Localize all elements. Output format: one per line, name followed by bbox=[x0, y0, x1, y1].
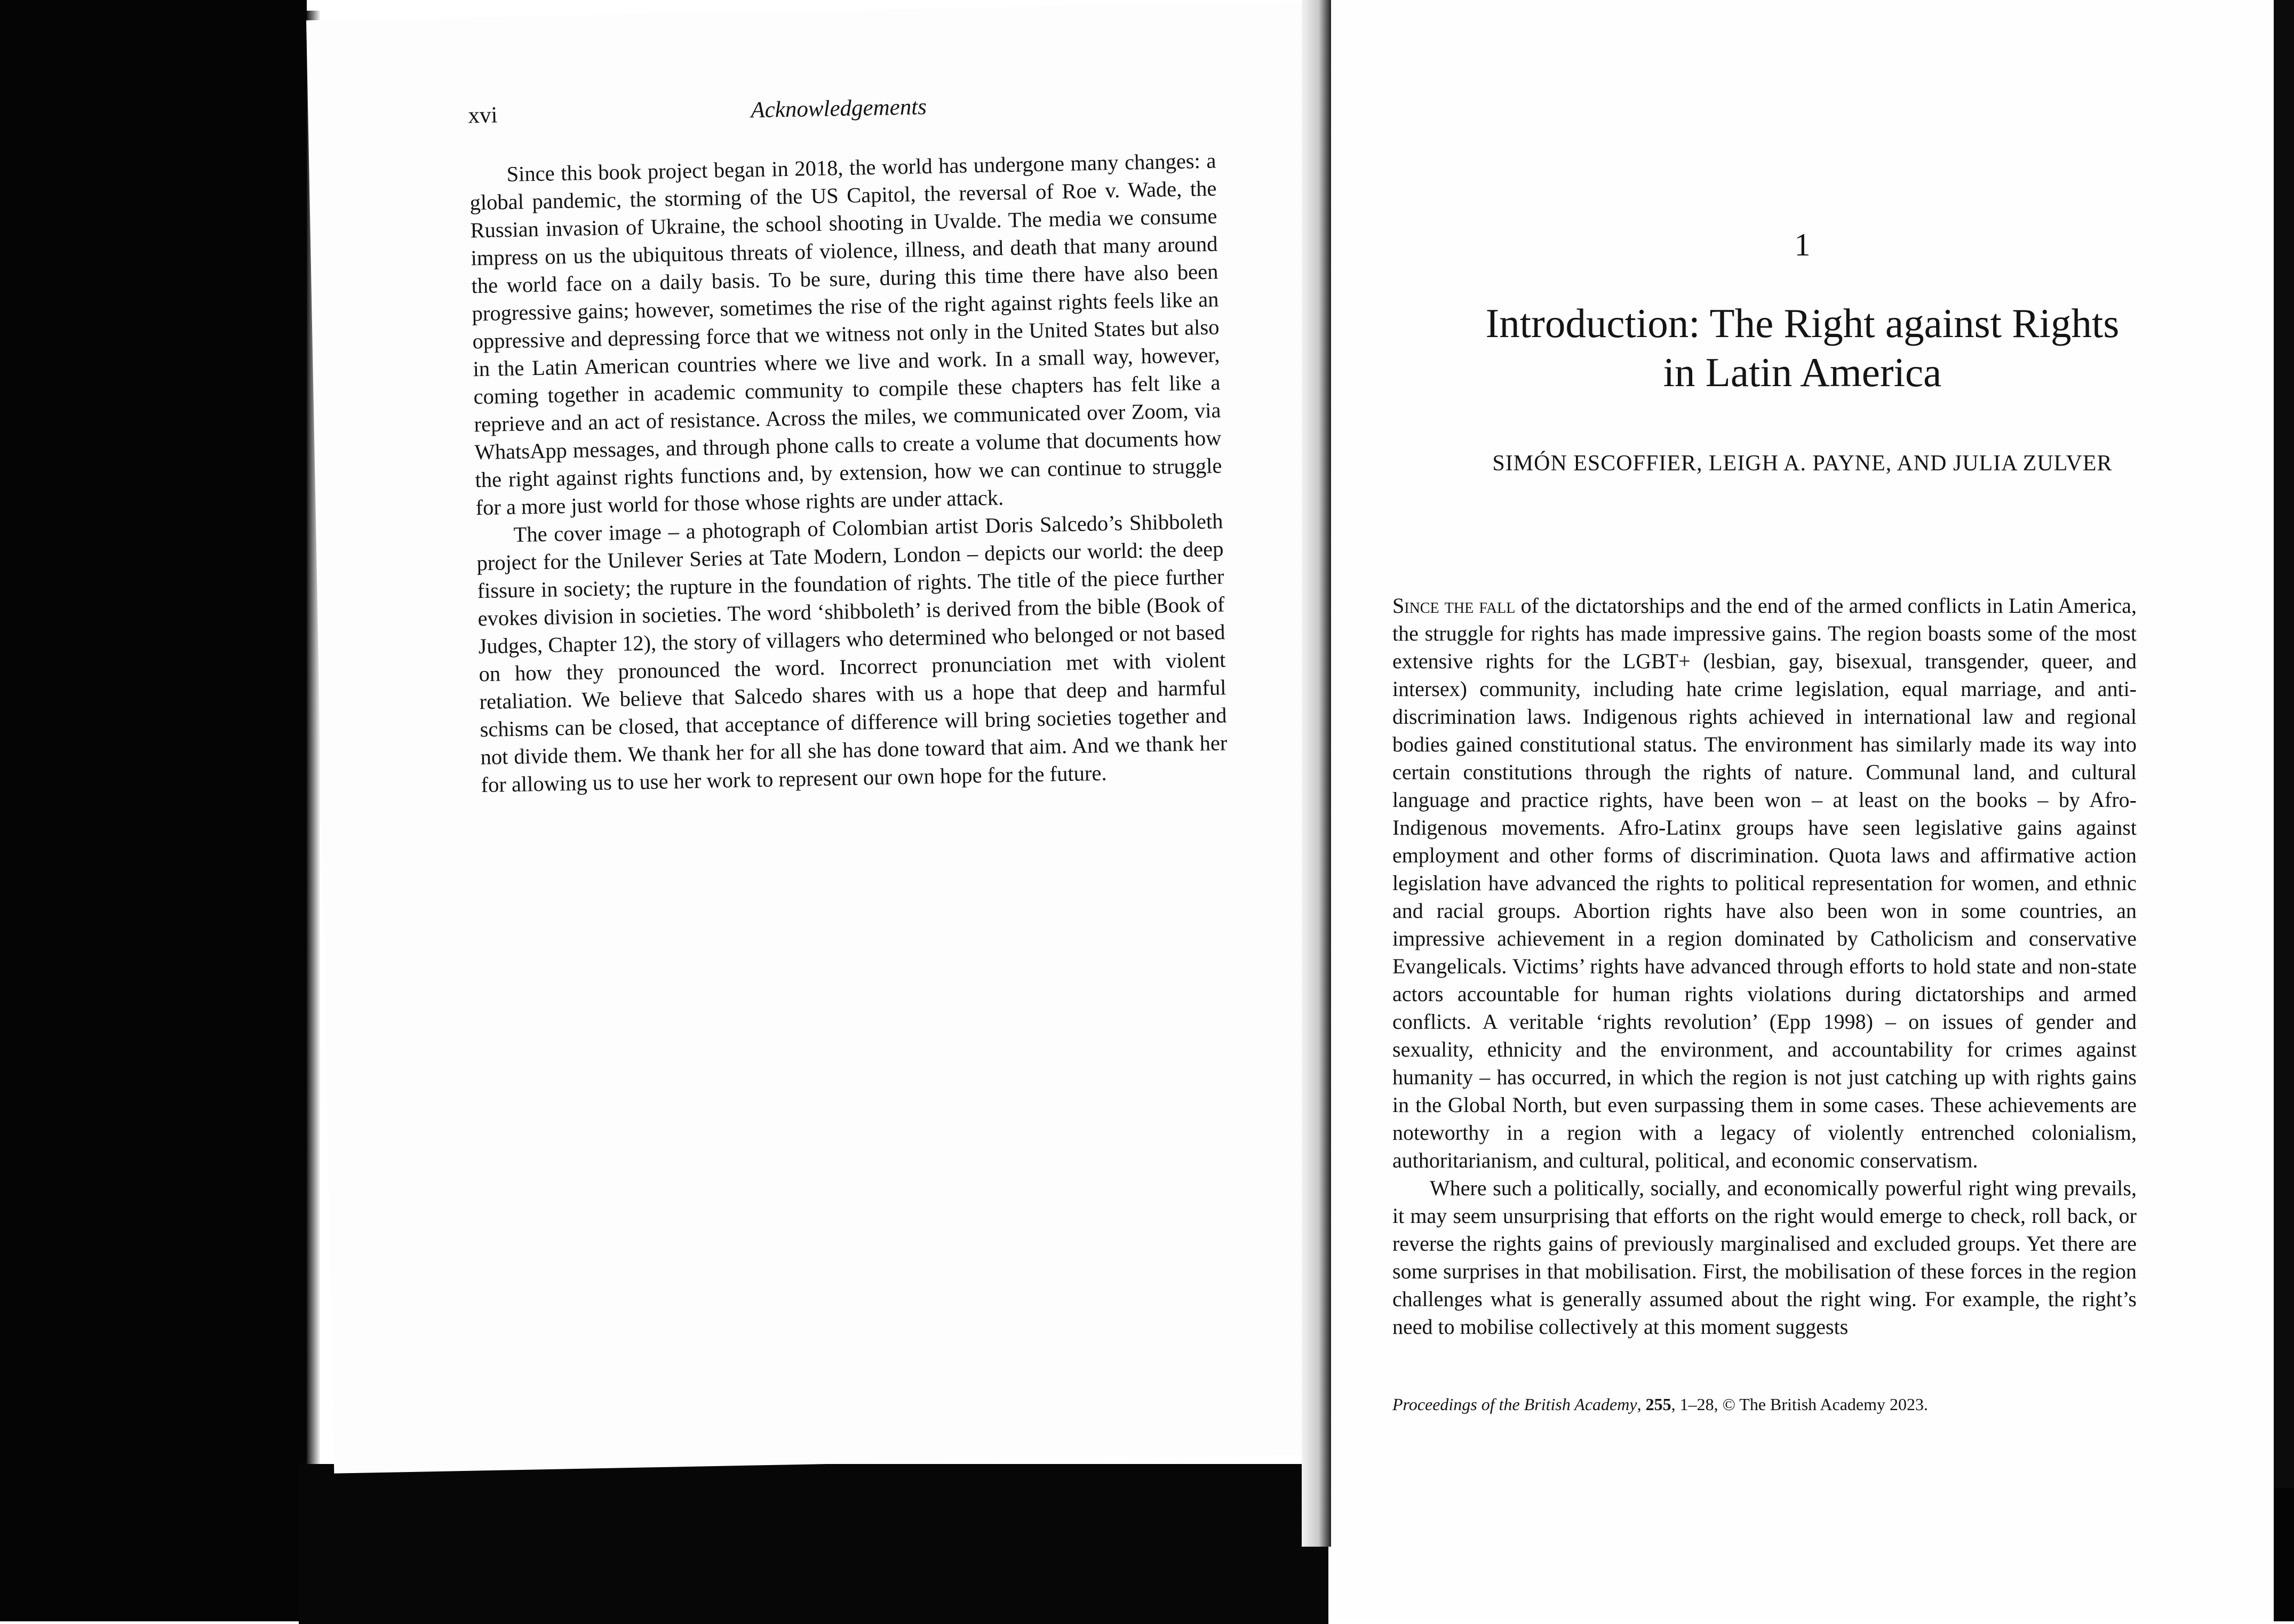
chapter-authors: SIMÓN ESCOFFIER, LEIGH A. PAYNE, AND JULIA ZULVER bbox=[1492, 451, 2113, 476]
chapter-number: 1 bbox=[1794, 227, 1811, 262]
journal-name: Proceedings of the British Academy bbox=[1392, 1395, 1637, 1414]
right-page bbox=[1331, 0, 2274, 1621]
scan-border-bottom-right bbox=[2274, 1488, 2294, 1621]
paragraph: The cover image – a photograph of Colombian artist Doris Salcedo’s Shibboleth project for the Unilever Series at Tate Modern, London – depicts our world: the deep fissure in society; the rupture in the foundation of rights. The title of the piece further evokes division in societies. The word ‘shibboleth’ is derived from the bible (Book of Judges, Chapter 12), the story of villagers who determined who belonged or not based on how they pronounced the word. Incorrect pronunciation met with violent retaliation. We believe that Salcedo shares with us a hope that deep and harmful schisms can be closed, that acceptance of difference will bring societies together and not divide them. We thank her for all she has done toward that aim. And we thank her for allowing us to use her work to represent our own hope for the future. bbox=[476, 509, 1228, 797]
journal-volume: 255 bbox=[1645, 1395, 1671, 1414]
left-page bbox=[306, 1, 1332, 1473]
paragraph: Since this book project began in 2018, the world has undergone many changes: a global pandemic, the storming of the US Capitol, the reversal of Roe v. Wade, the Russian invasion of Ukraine, the school shooting in Uvalde. The media we consume impress on us the ubiquitous threats of violence, illness, and death that many around the world face on a daily basis. To be sure, during this time there have also been progressive gains; however, sometimes the rise of the right against rights feels like an oppressive and depressing force that we witness not only in the United States but also in the Latin American countries where we live and work. In a small way, however, coming together in academic community to compile these chapters has felt like a reprieve and an act of resistance. Across the miles, we communicated over Zoom, via WhatsApp messages, and through phone calls to create a volume that documents how the right against rights functions and, by extension, how we can continue to struggle for a more just world for those whose rights are under attack. bbox=[469, 148, 1222, 520]
opening-smallcaps: Since the fall bbox=[1392, 594, 1516, 618]
running-head: Acknowledgements bbox=[750, 94, 927, 123]
chapter-text bbox=[1392, 592, 2137, 1341]
paragraph bbox=[1392, 592, 2137, 1174]
scan-border-bottom bbox=[299, 1464, 1328, 1624]
acknowledgements-text bbox=[469, 147, 1228, 799]
paragraph: Where such a politically, socially, and economically powerful right wing prevails, it may seem unsurprising that efforts on the right would emerge to check, roll back, or reverse the rights gains of previously marginalised and excluded groups. Yet there are some surprises in that mobilisation. First, the mobilisation of these forces in the region challenges what is generally assumed about the right wing. For example, the right’s need to mobilise collectively at this moment suggests bbox=[1392, 1176, 2137, 1339]
chapter-title-line: Introduction: The Right against Rights bbox=[1485, 300, 2120, 346]
paragraph-text: of the dictatorships and the end of the armed conflicts in Latin America, the struggle for rights has made impressive gains. The region boasts some of the most extensive rights for the LGBT+ (lesbian, gay, bisexual, transgender, queer, and intersex) community, including hate crime legislation, equal marriage, and anti-discrimination laws. Indigenous rights achieved in international law and regional bodies gained constitutional status. The environment has similarly made its way into certain constitutions through the rights of nature. Communal land, and cultural language and practice rights, have been won – at least on the books – by Afro-Indigenous movements. Afro-Latinx groups have seen legislative gains against employment and other forms of discrimination. Quota laws and affirmative action legislation have advanced the rights to political representation for women, and ethnic and racial groups. Abortion rights have also been won in some countries, an impressive achievement in a region dominated by Catholicism and conservative Evangelicals. Victims’ rights have advanced through efforts to hold state and non-state actors accountable for human rights violations during dictatorships and armed conflicts. A veritable ‘rights revolution’ (Epp 1998) – on issues of gender and sexuality, ethnicity and the environment, and accountability for crimes against humanity – has occurred, in which the region is not just catching up with rights gains in the Global North, but even surpassing them in some cases. These achievements are noteworthy in a region with a legacy of violently entrenched colonialism, authoritarianism, and cultural, political, and economic conservatism. bbox=[1392, 594, 2137, 1172]
scan-border-right bbox=[2274, 0, 2294, 1621]
page-folio: xvi bbox=[468, 102, 498, 129]
page-footer: Proceedings of the British Academy, 255, 1–28, © The British Academy 2023. bbox=[1392, 1395, 1929, 1414]
chapter-title bbox=[1331, 299, 2274, 397]
chapter-title-line: in Latin America bbox=[1663, 349, 1942, 395]
scan-border-left bbox=[0, 0, 307, 1621]
footer-text: , 1–28, © The British Academy 2023. bbox=[1671, 1395, 1929, 1414]
